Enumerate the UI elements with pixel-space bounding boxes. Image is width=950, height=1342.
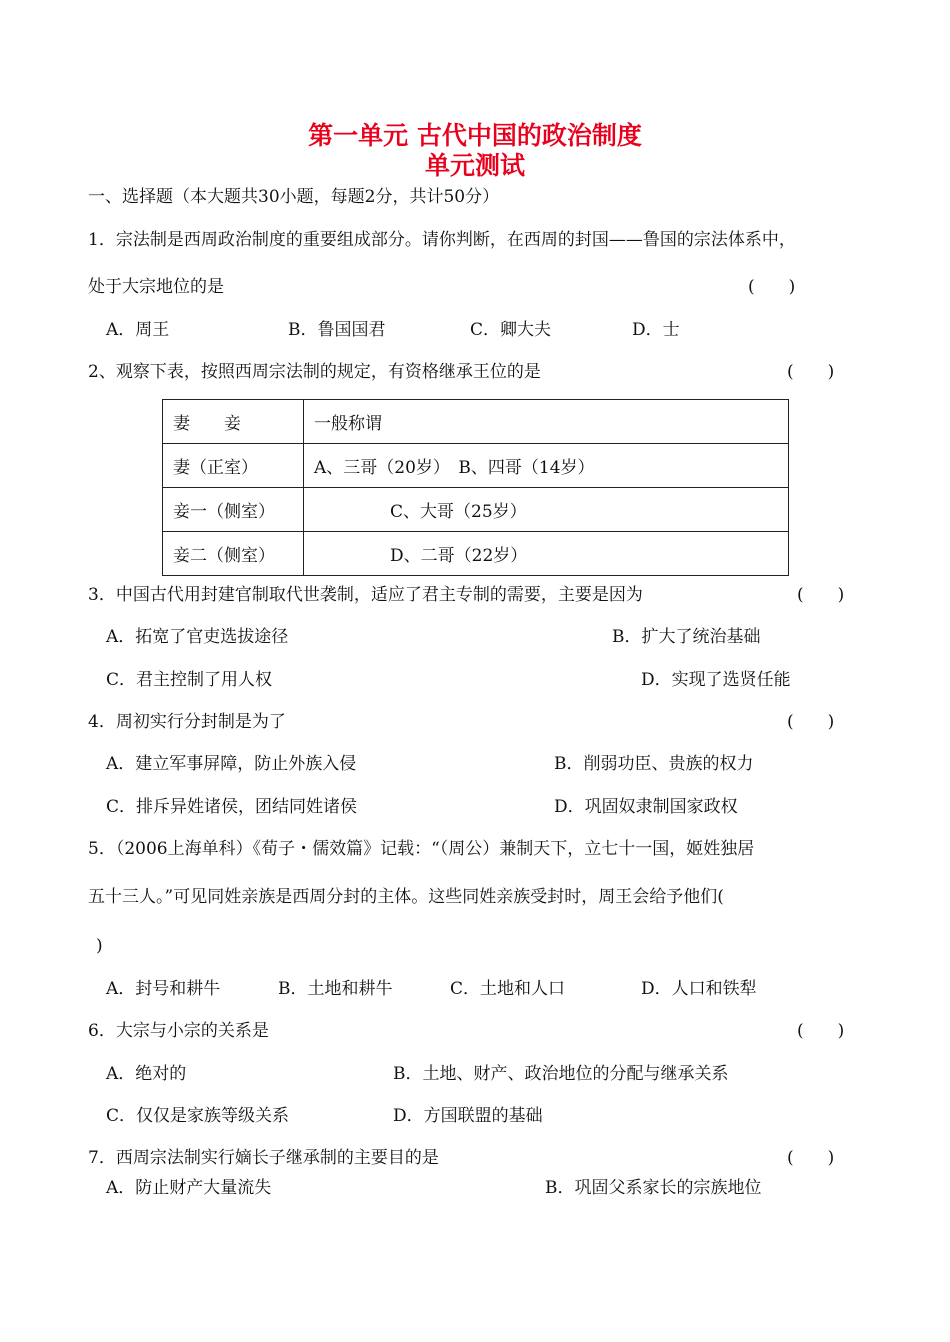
q6-answer-paren: ( ) bbox=[797, 1021, 845, 1041]
q2-stem: 2、观察下表，按照西周宗法制的规定，有资格继承王位的是 bbox=[88, 362, 541, 382]
q1-option-d: D．士 bbox=[632, 320, 680, 340]
doc-subtitle: 单元测试 bbox=[424, 151, 525, 180]
q4-option-c: C．排斥异姓诸侯，团结同姓诸侯 bbox=[106, 797, 358, 817]
q1-answer-paren: ( ) bbox=[748, 277, 796, 297]
q6-option-c: C．仅仅是家族等级关系 bbox=[106, 1106, 290, 1126]
q3-answer-paren: ( ) bbox=[797, 585, 845, 605]
q4-option-b: B．削弱功臣、贵族的权力 bbox=[554, 754, 754, 774]
q1-option-b: B．鲁国国君 bbox=[288, 320, 386, 340]
table-cell: A、三哥（20岁） B、四哥（14岁） bbox=[304, 444, 789, 488]
table-row bbox=[163, 488, 789, 532]
q5-option-d: D．人口和铁犁 bbox=[641, 979, 757, 999]
q5-option-c: C．土地和人口 bbox=[450, 979, 566, 999]
q7-stem: 7．西周宗法制实行嫡长子继承制的主要目的是 bbox=[88, 1148, 439, 1168]
q6-option-d: D．方国联盟的基础 bbox=[393, 1106, 543, 1126]
doc-title: 第一单元 古代中国的政治制度 bbox=[308, 121, 642, 150]
q3-option-c: C．君主控制了用人权 bbox=[106, 670, 273, 690]
table-cell: D、二哥（22岁） bbox=[304, 532, 789, 576]
table-cell: 一般称谓 bbox=[304, 400, 789, 444]
table-row bbox=[163, 444, 789, 488]
table-cell: 妾二（侧室） bbox=[163, 532, 304, 576]
q5-stem-line2: 五十三人。”可见同姓亲族是西周分封的主体。这些同姓亲族受封时，周王会给予他们( bbox=[88, 887, 724, 907]
q5-stem-line3: ) bbox=[96, 936, 103, 956]
q1-stem-line2: 处于大宗地位的是 bbox=[88, 277, 224, 297]
kinship-table bbox=[162, 399, 789, 576]
table-cell: C、大哥（25岁） bbox=[304, 488, 789, 532]
q5-option-b: B．土地和耕牛 bbox=[278, 979, 393, 999]
q7-answer-paren: ( ) bbox=[787, 1148, 835, 1168]
q7-option-a: A．防止财产大量流失 bbox=[106, 1178, 272, 1198]
q4-option-a: A．建立军事屏障，防止外族入侵 bbox=[106, 754, 357, 774]
q5-stem-line1: 5．（2006上海单科）《荀子・儒效篇》记载：“（周公）兼制天下，立七十一国，姬姓独居 bbox=[88, 839, 755, 859]
q3-option-b: B．扩大了统治基础 bbox=[612, 627, 761, 647]
table-row bbox=[163, 400, 789, 444]
q1-option-a: A．周王 bbox=[106, 320, 170, 340]
q1-option-c: C．卿大夫 bbox=[470, 320, 552, 340]
q6-option-b: B．土地、财产、政治地位的分配与继承关系 bbox=[393, 1064, 729, 1084]
q6-option-a: A．绝对的 bbox=[106, 1064, 187, 1084]
table-cell: 妻（正室） bbox=[163, 444, 304, 488]
q7-option-b: B．巩固父系家长的宗族地位 bbox=[545, 1178, 762, 1198]
q4-stem: 4．周初实行分封制是为了 bbox=[88, 712, 286, 732]
q3-stem: 3．中国古代用封建官制取代世袭制，适应了君主专制的需要，主要是因为 bbox=[88, 585, 643, 605]
q3-option-a: A．拓宽了官吏选拔途径 bbox=[106, 627, 289, 647]
table-cell: 妻 妾 bbox=[163, 400, 304, 444]
q4-option-d: D．巩固奴隶制国家政权 bbox=[554, 797, 738, 817]
q4-answer-paren: ( ) bbox=[787, 712, 835, 732]
q2-answer-paren: ( ) bbox=[787, 362, 835, 382]
q5-option-a: A．封号和耕牛 bbox=[106, 979, 221, 999]
table-row bbox=[163, 532, 789, 576]
table-cell: 妾一（侧室） bbox=[163, 488, 304, 532]
section-heading: 一、选择题（本大题共30小题，每题2分，共计50分） bbox=[88, 187, 500, 207]
q6-stem: 6．大宗与小宗的关系是 bbox=[88, 1021, 269, 1041]
q3-option-d: D．实现了选贤任能 bbox=[641, 670, 791, 690]
q1-stem-line1: 1．宗法制是西周政治制度的重要组成部分。请你判断，在西周的封国——鲁国的宗法体系中， bbox=[88, 230, 796, 250]
